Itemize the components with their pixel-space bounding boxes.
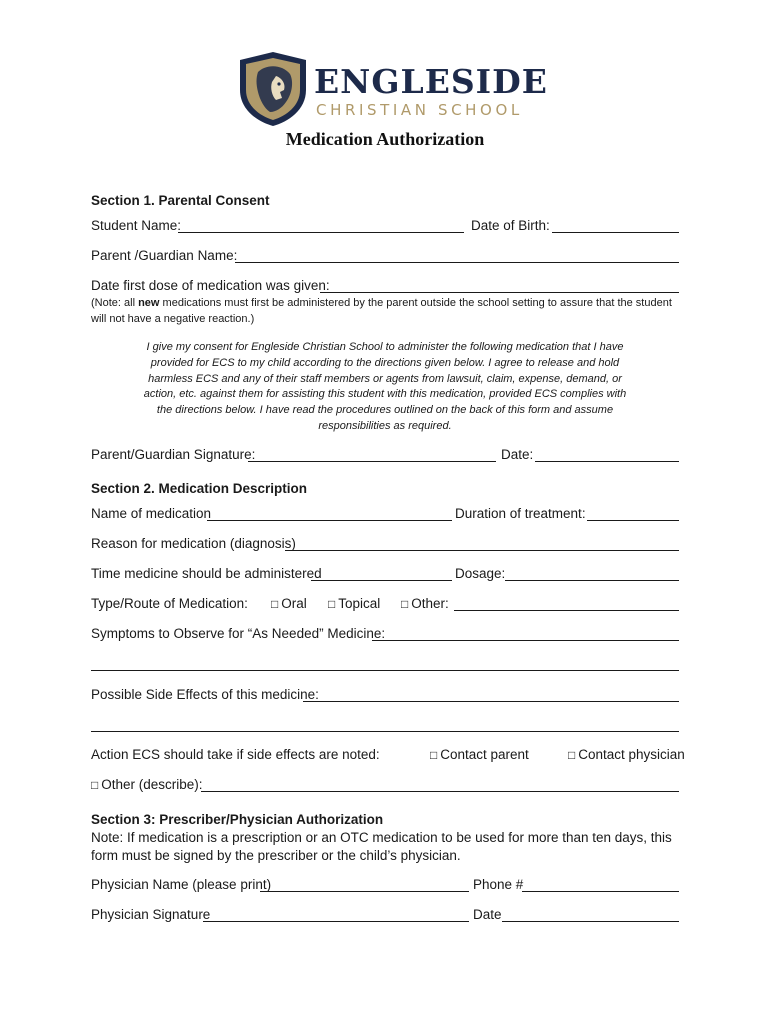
route-oral-option[interactable]: □ Oral [271,596,307,611]
medication-name-label: Name of medication [91,506,212,521]
physician-date-label: Date [473,907,502,922]
checkbox-icon[interactable]: □ [568,748,576,762]
guardian-signature-label: Parent/Guardian Signature: [91,447,256,462]
checkbox-icon[interactable]: □ [328,597,336,611]
signature-date-label: Date: [501,447,534,462]
dosage-label: Dosage: [455,566,506,581]
physician-name-field[interactable] [260,891,469,892]
form-title: Medication Authorization [285,129,485,149]
guardian-name-field[interactable] [235,262,679,263]
dob-field[interactable] [552,232,679,233]
checkbox-icon[interactable]: □ [271,597,279,611]
physician-signature-field[interactable] [203,921,469,922]
other-action-field[interactable] [201,791,679,792]
section1-heading: Section 1. Parental Consent [91,193,270,208]
checkbox-icon[interactable]: □ [430,748,438,762]
reason-label: Reason for medication (diagnosis) [91,536,296,551]
route-other-field[interactable] [454,610,679,611]
guardian-signature-field[interactable] [248,461,496,462]
dosage-field[interactable] [505,580,679,581]
other-action-option[interactable]: □ Other (describe): [91,777,203,792]
duration-label: Duration of treatment: [455,506,586,521]
route-label: Type/Route of Medication: [91,596,248,611]
action-label: Action ECS should take if side effects are noted: [91,747,380,762]
section3-heading: Section 3: Prescriber/Physician Authorization [91,812,384,827]
student-name-label: Student Name: [91,218,182,233]
first-dose-label: Date first dose of medication was given: [91,278,330,293]
symptoms-field-line2[interactable] [91,670,679,671]
lion-shield-icon [236,50,310,128]
side-effects-field-line2[interactable] [91,731,679,732]
section3-note: Note: If medication is a prescription or an OTC medication to be used for more than ten days, this form must be signed by the prescriber or the child’s physician. [91,830,672,863]
contact-parent-option[interactable]: □ Contact parent [430,747,529,762]
symptoms-label: Symptoms to Observe for “As Needed” Medicine: [91,626,386,641]
school-logo [236,50,548,128]
checkbox-icon[interactable]: □ [91,778,99,792]
consent-statement: I give my consent for Engleside Christian School to administer the following medication that I have provided for ECS to my child according to the directions given below. I agree to release and hold harmless ECS and any of their staff members or agents from lawsuit, claim, expense, demand, or action, etc. against them for assisting this student with this medication, provided ECS complies with the directions below. I have read the procedures outlined on the back of this form and assume responsibilities as required. [143,341,627,432]
time-field[interactable] [311,580,452,581]
duration-field[interactable] [587,520,679,521]
route-topical-option[interactable]: □ Topical [328,596,381,611]
student-name-field[interactable] [178,232,464,233]
route-other-option[interactable]: □ Other: [401,596,449,611]
new-medication-note: (Note: all new medications must first be administered by the parent outside the school setting to assure that the student will not have a negative reaction.) [91,297,672,325]
signature-date-field[interactable] [535,461,679,462]
medication-name-field[interactable] [207,520,452,521]
logo-school-name: ENGLESIDE [314,62,548,101]
time-label: Time medicine should be administered [91,566,322,581]
reason-field[interactable] [285,550,679,551]
logo-school-subtitle: CHRISTIAN SCHOOL [316,101,523,119]
physician-name-label: Physician Name (please print) [91,877,272,892]
contact-physician-option[interactable]: □ Contact physician [568,747,685,762]
physician-signature-label: Physician Signature [91,907,211,922]
guardian-name-label: Parent /Guardian Name: [91,248,238,263]
physician-date-field[interactable] [502,921,679,922]
phone-label: Phone # [473,877,524,892]
phone-field[interactable] [522,891,679,892]
checkbox-icon[interactable]: □ [401,597,409,611]
first-dose-field[interactable] [320,292,679,293]
side-effects-label: Possible Side Effects of this medicine: [91,687,319,702]
dob-label: Date of Birth: [471,218,550,233]
side-effects-field[interactable] [303,701,679,702]
symptoms-field[interactable] [372,640,679,641]
section2-heading: Section 2. Medication Description [91,481,308,496]
